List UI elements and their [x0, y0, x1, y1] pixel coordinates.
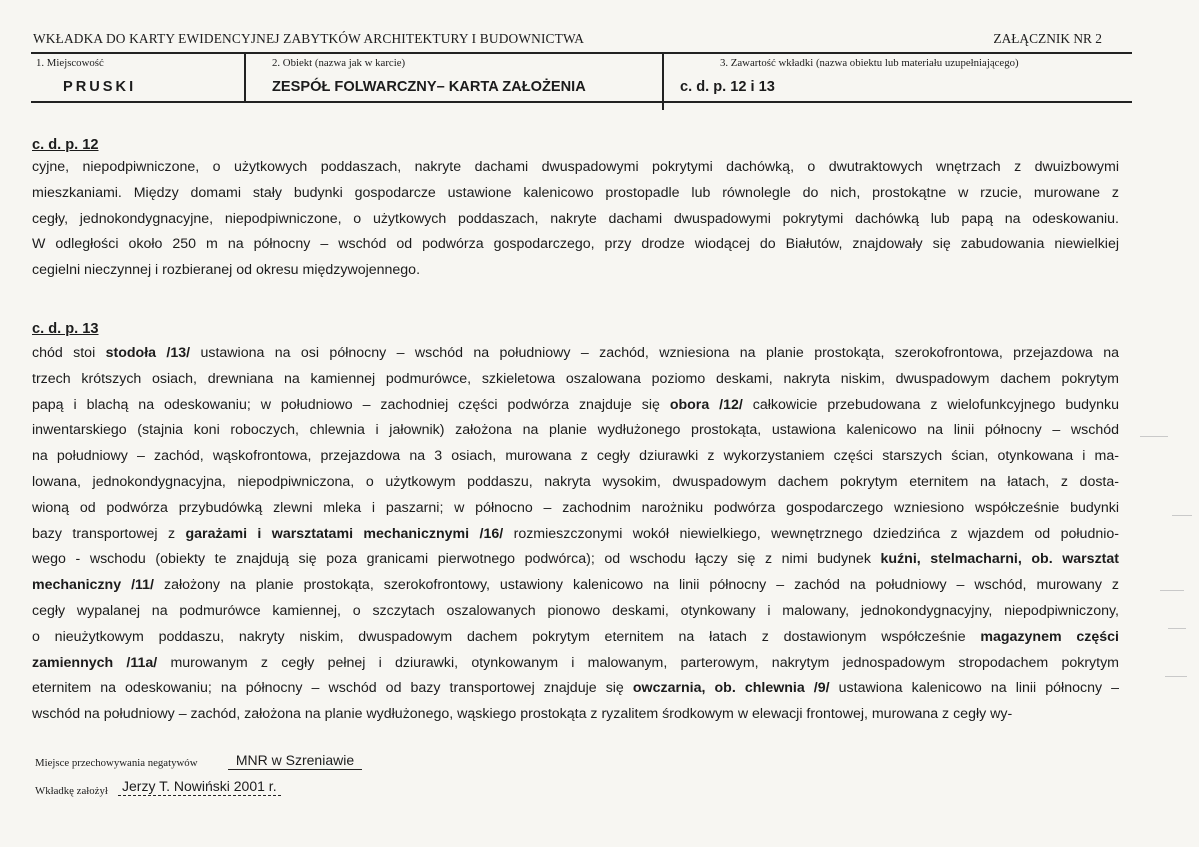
author-label: Wkładkę założył	[35, 785, 108, 797]
text-line: na południowy – zachód, wąskofrontowa, przejazdowa na 3 osiach, murowana z cegły dziurawki z wykorzystaniem części starszych ścian, otynkowana i ma-	[32, 448, 1119, 465]
text-line: cegły wypalanej na podmurówce kamiennej, o szczytach oszalowanych pionowo deskami, otynkowany i malowany, jednokondygnacyjny, niepodpiwniczony,	[32, 602, 1119, 619]
text-line: bazy transportowej z garażami i warsztatami mechanicznymi /16/ rozmieszczonymi wokół niewielkiego, wewnętrznego dziedzińca z wjazdem od południo-	[32, 525, 1119, 542]
section-body-p13	[32, 341, 1119, 728]
field-caption-locality: 1. Miejscowość	[36, 57, 104, 69]
field-value-locality: PRUSKI	[63, 79, 137, 95]
text-line: cegły, jednokondygnacyjne, niepodpiwniczone, o użytkowych poddaszach, nakryte dachami dwuspadowymi pokrytymi dachówką lub papą na odeskowaniu.	[32, 210, 1119, 227]
text-line: o nieużytkowym poddaszu, nakryty niskim, dwuspadowym dachem pokrytym eternitem na łatach z dostawionym współcześnie magazynem części	[32, 628, 1120, 645]
text-line: cyjne, niepodpiwniczone, o użytkowych poddaszach, nakryte dachami dwuspadowymi pokrytymi dachówką, o dwutraktowych wnętrzach z dwuizbowymi	[32, 159, 1119, 175]
field-value-object: ZESPÓŁ FOLWARCZNY– KARTA ZAŁOŻENIA	[272, 79, 586, 95]
text-line: cegielni nieczynnej i rozbieranej od okresu międzywojennego.	[32, 262, 421, 279]
text-line: inwentarskiego (stajnia koni roboczych, chlewnia i jałownik) założona na planie wydłużonego prostokąta, ustawiona kalenicowo na linii północny – wschód	[32, 422, 1119, 439]
text-line: lowana, jednokondygnacyjna, niepodpiwniczona, o użytkowym poddaszu, nakryta wysokim, dwuspadowym dachem pokrytym eternitem na łatach, z dosta-	[32, 473, 1119, 490]
header-divider	[244, 53, 246, 102]
text-line: papą i blachą na odeskowaniu; w południowo – zachodniej części podwórza znajduje się obora /12/ całkowicie przebudowana z wielofunkcyjnego budynku	[32, 396, 1119, 413]
scan-mark	[1172, 515, 1192, 516]
field-value-content: c. d. p. 12 i 13	[680, 79, 775, 95]
negatives-location-label: Miejsce przechowywania negatywów	[35, 757, 198, 769]
text-line: mieszkaniami. Między domami stały budynki gospodarcze ustawione kalenicowo prostopadle lub równolegle do nich, prostokątne w rzucie, murowane z	[32, 184, 1119, 201]
section-heading-p12: c. d. p. 12	[32, 137, 99, 153]
text-line: chód stoi stodoła /13/ ustawiona na osi północny – wschód na południowy – zachód, wzniesiona na planie prostokąta, szerokofrontowa, przejazdowa na	[32, 345, 1119, 361]
scan-mark	[1160, 590, 1184, 591]
section-body-p12	[32, 155, 1119, 284]
field-caption-object: 2. Obiekt (nazwa jak w karcie)	[272, 57, 406, 69]
section-heading-p13: c. d. p. 13	[32, 321, 99, 337]
text-line: trzech krótszych osiach, drewniana na kamiennej podmurówce, szkieletowa oszalowana poziomo deskami, nakryta niskim, dwuspadowym dachem pokrytym	[32, 370, 1119, 387]
header-divider	[662, 53, 664, 110]
text-line: eternitem na odeskowaniu; na północny – wschód od bazy transportowej znajduje się owczarnia, ob. chlewnia /9/ ustawiona kalenicowo na linii północny –	[32, 680, 1119, 697]
text-line: zamiennych /11a/ murowanym z cegły pełnej i dziurawki, otynkowanym i malowanym, parterowym, nakrytym jednospadowym stropodachem pokrytym	[32, 654, 1119, 671]
negatives-location-value: MNR w Szreniawie	[228, 752, 362, 770]
header-top-rule	[31, 52, 1132, 54]
field-caption-content: 3. Zawartość wkładki (nazwa obiektu lub materiału uzupełniającego)	[720, 57, 1019, 69]
scan-mark	[1140, 436, 1168, 437]
text-line: wschód na południowy – zachód, założona na planie wydłużonego, wąskiego prostokąta z ryzalitem środkowym w elewacji frontowej, murowana z cegły wy-	[32, 706, 1013, 723]
text-line: mechaniczny /11/ założony na planie prostokąta, szerokofrontowy, ustawiony kalenicowo na linii północny – zachód na południowy – wschód, murowany z	[32, 577, 1119, 594]
text-line: wioną od podwórza przybudówką zlewni mleka i paszarni; w północno – zachodnim narożniku podwórza gospodarczego wzniesiono współcześnie budynki	[32, 499, 1119, 516]
text-line: W odległości około 250 m na północny – wschód od podwórza gospodarczego, przy drodze wiodącej do Białutów, znajdowały się zabudowania niewielkiej	[32, 236, 1119, 253]
scan-mark	[1165, 676, 1187, 677]
header-bottom-rule	[31, 101, 1132, 103]
scan-mark	[1168, 628, 1186, 629]
form-title: WKŁADKA DO KARTY EWIDENCYJNEJ ZABYTKÓW ARCHITEKTURY I BUDOWNICTWA	[33, 31, 585, 46]
annex-label: ZAŁĄCZNIK NR 2	[993, 31, 1102, 46]
text-line: wego - wschodu (obiekty te znajdują się poza granicami pierwotnego podwórca); od wschodu łączy się z nimi budynek kuźni, stelmacharni, ob. warsztat	[32, 551, 1120, 568]
author-value: Jerzy T. Nowiński 2001 r.	[118, 778, 281, 796]
